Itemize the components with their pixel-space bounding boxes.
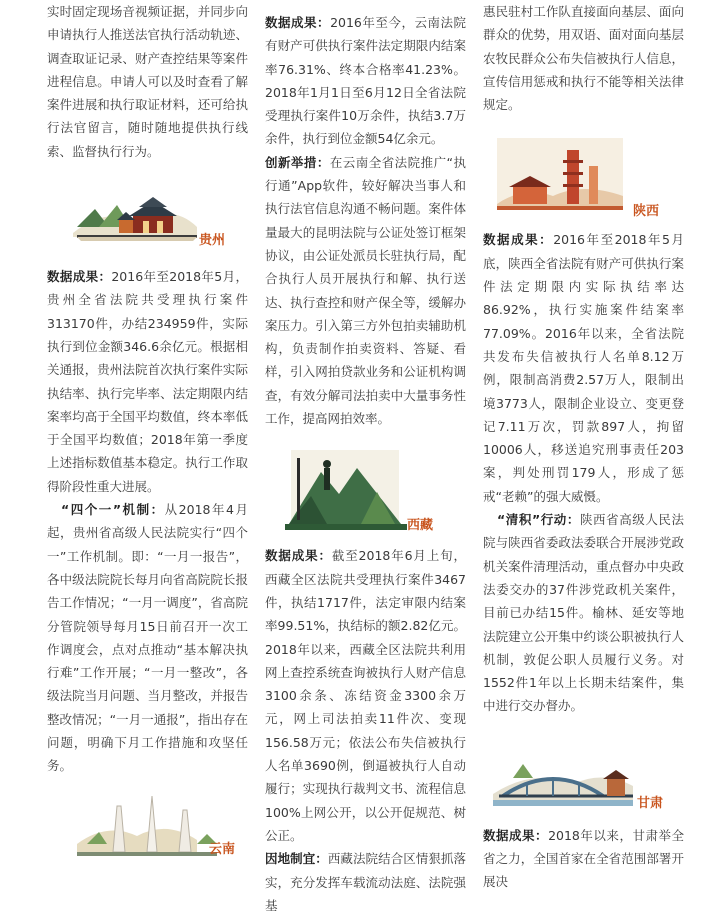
xizang-illustration bbox=[265, 442, 466, 540]
guizhou-illustration bbox=[47, 175, 248, 259]
paragraph bbox=[265, 151, 466, 431]
paragraph bbox=[265, 544, 466, 847]
paragraph bbox=[483, 508, 684, 718]
gansu-illustration bbox=[483, 734, 684, 820]
column-3 bbox=[483, 0, 684, 894]
paragraph bbox=[47, 265, 248, 498]
paragraph: 惠民驻村工作队直接面向基层、面向群众的优势，用双语、面对面向基层农牧民群众公布失信被执行人信息，宣传信用惩戒和执行不能等相关法律规定。 bbox=[483, 4, 684, 113]
section-label: 数据成果： bbox=[483, 232, 554, 248]
paragraph-text: 截至2018年6月上旬，西藏全区法院共受理执行案件3467件，执结1717件，法定审限内结案率99.51%，执结标的额2.82亿元。2018年以来，西藏全区法院共利用网上查控系统查询被执行人财产信息3100余条、冻结资金3300余万元，网上司法拍卖11件次、变现156.58万元；依法公布失信被执行人名单3690例，倒逼被执行人自动履行；实现执行裁判文书、流程信息100%上网公开，以公开促规范、树公正。 bbox=[265, 548, 466, 843]
paragraph-text: 2016年至今，云南法院有财产可供执行案件法定期限内结案率76.31%、终本合格率41.23%。2018年1月1日至6月12日全省法院受理执行案件10万余件，执结3.7万余件，执行到位金额54亿余元。 bbox=[265, 15, 466, 147]
section-label: 数据成果： bbox=[265, 15, 331, 30]
paragraph bbox=[47, 498, 248, 778]
section-label: 创新举措： bbox=[265, 154, 330, 170]
paragraph bbox=[483, 228, 684, 508]
paragraph-text: 在云南全省法院推广“执行通”App软件，较好解决当事人和执行法官信息沟通不畅问题。案件体量最大的昆明法院与公证处签订框架协议，由公证处派员长驻执行局，配合执行人员开展执行和解、执行送达、执行查控和财产保全等，缓解办案压力。引入第三方外包拍卖辅助机构，负责制作拍卖资料、答疑、看样，引入网拍贷款业务和公证机构调查，有效分解司法拍卖中大量事务性工作，提高网拍效率。 bbox=[265, 154, 466, 427]
paragraph-text: 2016年至2018年5月，贵州全省法院共受理执行案件313170件，办结234959件，实际执行到位金额346.6余亿元。根据相关通报，贵州法院首次执行案件实际执结率、执行完毕率、法定期限内结案率均高于全国平均数值，终本率低于全国平均数值；2018年第一季度上述指标数值基本稳定。执行工作取得阶段性重大进展。 bbox=[47, 269, 248, 494]
section-label: 因地制宜： bbox=[265, 851, 328, 867]
paragraph-text: 2016年至2018年5月底，陕西全省法院有财产可供执行案件法定期限内实际执结率达86.92%，执行实施案件结案率77.09%。2016年以来，全省法院共发布失信被执行人名单8.12万例，限制高消费2.57万人，限制出境3773人，限制企业设立、变更登记7.11万次，罚款897人，拘留10006人，移送追究刑事责任203案，判处刑罚179人，形成了惩戒“老赖”的强大威慑。 bbox=[483, 232, 684, 504]
xizang-landscape-icon bbox=[265, 442, 466, 540]
shaanxi-illustration bbox=[483, 130, 684, 222]
region-guizhou: 贵州 bbox=[199, 233, 226, 249]
section-label: 数据成果： bbox=[483, 827, 549, 843]
section-label: 数据成果： bbox=[265, 548, 332, 564]
paragraph bbox=[265, 847, 466, 917]
paragraph-text: 2018年以来，甘肃举全省之力，全国首家在全省范围部署开展决 bbox=[483, 827, 684, 890]
region-gansu: 甘肃 bbox=[637, 795, 664, 811]
section-label: 数据成果： bbox=[47, 269, 112, 285]
paragraph: 实时固定现场音视频证据，并同步向申请执行人推送法官执行活动轨迹、调查取证记录、财产查控结果等案件进程信息。申请人可以及时查看了解案件进展和执行取证材料，还可给执行法官留言，随时随地提供执行线索、监督执行行为。 bbox=[47, 4, 248, 159]
column-1 bbox=[47, 0, 248, 862]
region-xizang: 西藏 bbox=[407, 518, 434, 534]
paragraph bbox=[483, 824, 684, 894]
section-label: “四个一”机制： bbox=[61, 502, 165, 518]
paragraph-text: 从2018年4月起，贵州省高级人民法院实行“四个一”工作机制。即：“一月一报告”，各中级法院院长每月向省高院院长报告工作情况；“一月一调度”，省高院分管院领导每月15日前召开一次工作调度会，点对点推动“基本解决执行难”工作开展；“一月一整改”，各级法院当月问题、当月整改，并报告整改情况；“一月一通报”，指出存在问题，明确下月工作措施和攻坚任务。 bbox=[47, 502, 249, 774]
region-shaanxi: 陕西 bbox=[633, 204, 660, 220]
section-label: “清积”行动： bbox=[497, 512, 580, 528]
region-yunnan: 云南 bbox=[209, 841, 236, 857]
paragraph-text: 西藏法院结合区情狠抓落实，充分发挥车载流动法庭、法院强基 bbox=[265, 851, 466, 913]
column-2 bbox=[265, 0, 466, 917]
yunnan-illustration bbox=[47, 792, 248, 862]
paragraph bbox=[265, 11, 466, 151]
paragraph-text: 陕西省高级人民法院与陕西省委政法委联合开展涉党政机关案件清理活动，重点督办中央政法委交办的37件涉党政机关案件，目前已办结15件。榆林、延安等地法院建立公开集中约谈公职被执行人机制，敦促公职人员履行义务。对1552件1年以上长期未结案件，集中进行交办督办。 bbox=[483, 512, 684, 714]
